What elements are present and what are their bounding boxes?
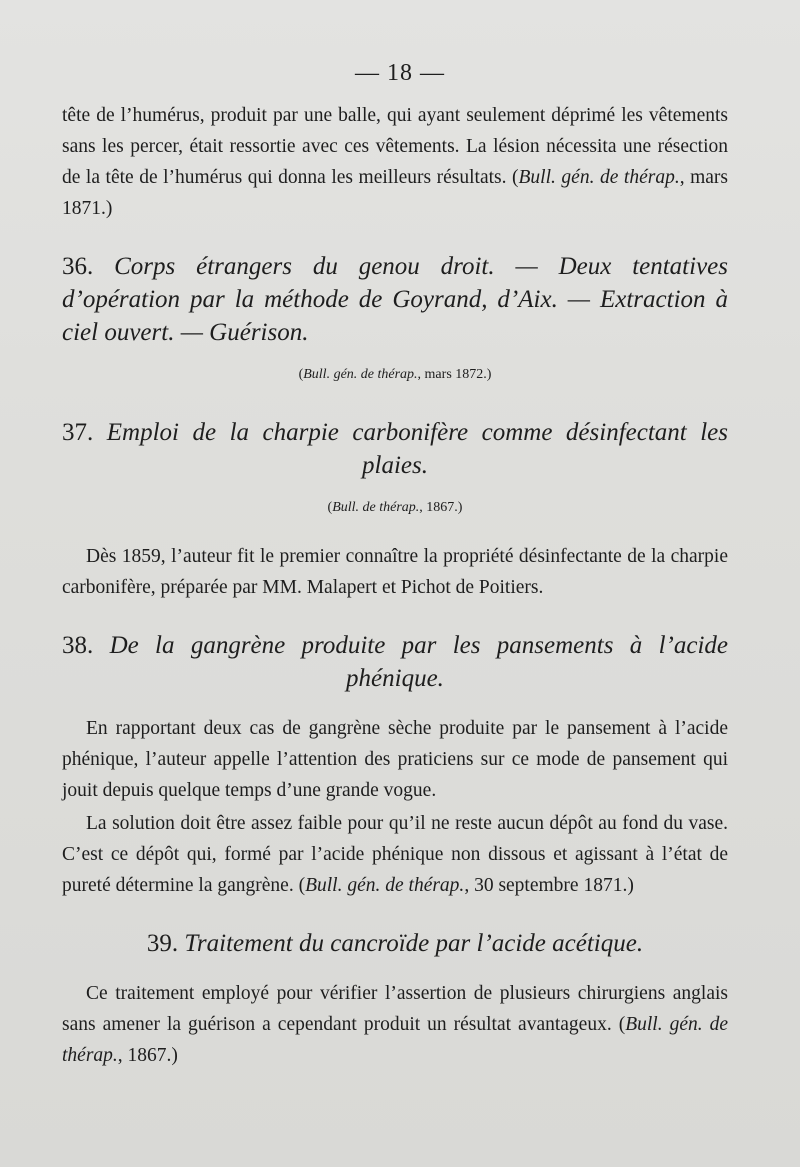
intro-text: tête de l’humérus, produit par une balle, qui ayant seulement déprimé les vêtements sans les percer, était ressortie avec ces vêtements. La lésion nécessita une résection de la tête de l’humérus qui donna les meilleurs résultats. ( — [62, 105, 728, 188]
section-39-body-date: , 1867.) — [117, 1045, 178, 1066]
section-39-body-journal: Bull. gén. de thérap. — [62, 1014, 728, 1066]
section-37-ref-date: , 1867.) — [419, 500, 463, 515]
intro-paragraph — [62, 100, 728, 224]
section-36-ref-journal: Bull. gén. de thérap. — [303, 367, 418, 382]
section-38-body-1: En rapportant deux cas de gangrène sèche produite par le pansement à l’acide phénique, l’auteur appelle l’attention des praticiens sur ce mode de pansement qui jouit depuis quelque temps d’une grande vogue. — [62, 718, 728, 801]
section-38-body-2-date: , 30 septembre 1871.) — [464, 875, 634, 896]
section-38-title: De la gangrène produite par les pansements à l’acide phénique. — [109, 632, 728, 692]
section-36-title: Corps étrangers du genou droit. — Deux tentatives d’opération par la méthode de Goyrand, d’Aix. — Extraction à ciel ouvert. — Guérison. — [62, 253, 728, 346]
section-38-body-2-text: La solution doit être assez faible pour qu’il ne reste aucun dépôt au fond du vase. C’est ce dépôt qui, formé par l’acide phénique non dissous et agissant à l’état de pureté détermine la gangrène. ( — [62, 813, 728, 896]
section-37-ref-journal: Bull. de thérap. — [332, 500, 420, 515]
section-37-heading — [62, 416, 728, 482]
section-39-body-text: Ce traitement employé pour vérifier l’assertion de plusieurs chirurgiens anglais sans amener la guérison a cependant produit un résultat avantageux. ( — [62, 983, 728, 1035]
section-37-reference: (Bull. de thérap., 1867.) — [327, 500, 463, 515]
section-38-body-2-journal: Bull. gén. de thérap. — [305, 875, 465, 896]
section-36-ref-date: , mars 1872.) — [417, 367, 492, 382]
intro-reference-date: , mars 1871.) — [62, 167, 729, 219]
section-37-number: 37. — [62, 419, 94, 446]
section-38-body-2 — [62, 808, 728, 901]
section-39-number: 39. — [146, 930, 179, 957]
section-38-number: 38. — [62, 632, 94, 659]
section-36-reference: (Bull. gén. de thérap., mars 1872.) — [298, 367, 492, 382]
section-39-body — [62, 978, 728, 1071]
intro-reference: Bull. gén. de thérap. — [518, 167, 680, 188]
section-38-heading — [62, 629, 728, 695]
page-content — [62, 100, 728, 1071]
page-number: — 18 — — [355, 60, 445, 86]
section-39-title: Traitement du cancroïde par l’acide acétique. — [184, 930, 644, 957]
section-37-title: Emploi de la charpie carbonifère comme désinfectant les plaies. — [106, 419, 729, 479]
section-36-heading — [62, 250, 728, 349]
section-37-body: Dès 1859, l’auteur fit le premier connaître la propriété désinfectante de la charpie carbonifère, préparée par MM. Malapert et Pichot de Poitiers. — [62, 546, 728, 598]
section-36-number: 36. — [62, 253, 94, 280]
section-39-heading — [62, 927, 728, 960]
